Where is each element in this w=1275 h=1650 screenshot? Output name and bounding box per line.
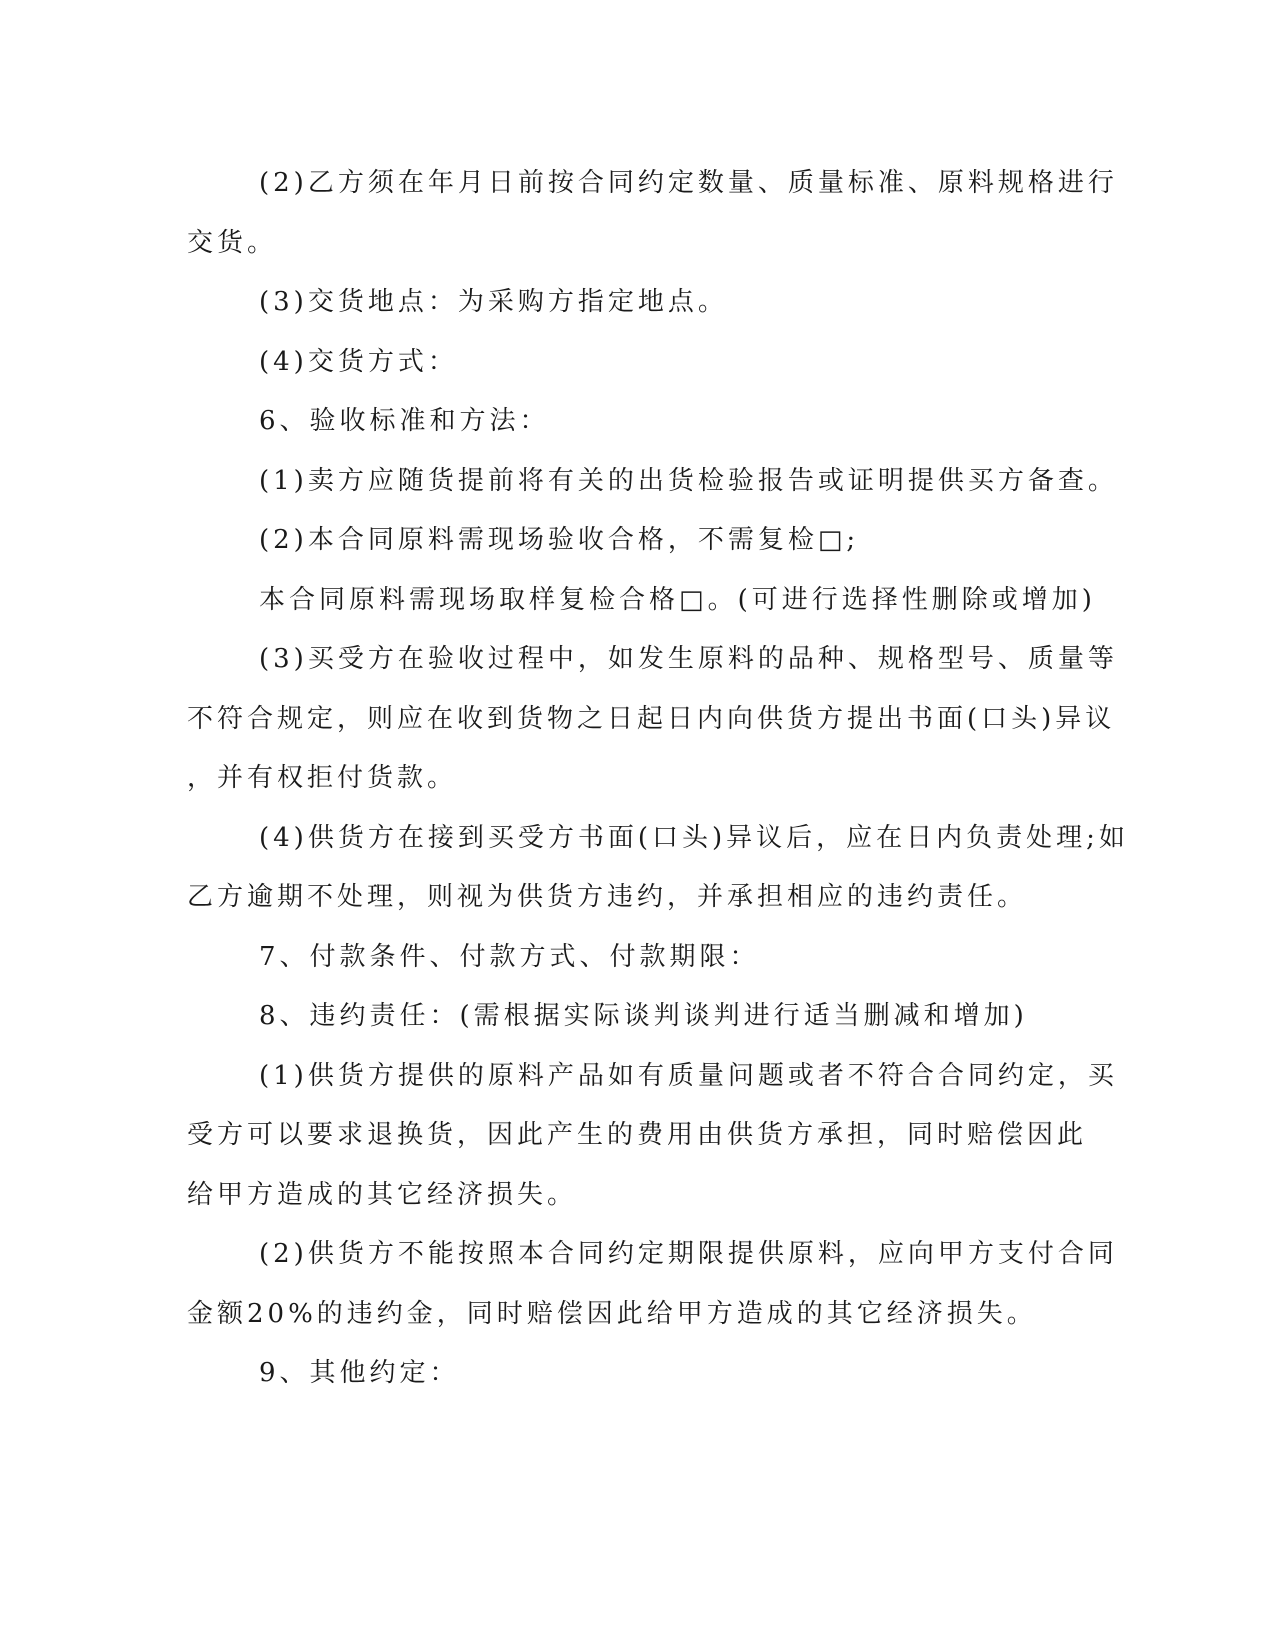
text-line: ，并有权拒付货款。 xyxy=(187,763,458,793)
text-line: 本合同原料需现场取样复检合格□。(可进行选择性删除或增加) xyxy=(259,584,1096,615)
section-heading: 8、违约责任：(需根据实际谈判谈判进行适当删减和增加) xyxy=(259,1001,1028,1031)
text-line: 不符合规定，则应在收到货物之日起日内向供货方提出书面(口头)异议 xyxy=(187,703,1116,734)
text-line: (3)交货地点：为采购方指定地点。 xyxy=(259,287,728,317)
text-line: 乙方逾期不处理，则视为供货方违约，并承担相应的违约责任。 xyxy=(187,882,1028,912)
section-heading: 6、验收标准和方法： xyxy=(259,406,550,436)
text-line: (4)供货方在接到买受方书面(口头)异议后，应在日内负责处理;如 xyxy=(259,822,1129,853)
text-line: 金额20%的违约金，同时赔偿因此给甲方造成的其它经济损失。 xyxy=(187,1298,1037,1329)
text-line: (2)本合同原料需现场验收合格，不需复检□; xyxy=(259,525,860,555)
text-line: (2)供货方不能按照本合同约定期限提供原料，应向甲方支付合同 xyxy=(259,1239,1118,1269)
text-line: 给甲方造成的其它经济损失。 xyxy=(187,1179,578,1210)
text-line: (1)卖方应随货提前将有关的出货检验报告或证明提供买方备查。 xyxy=(259,465,1118,496)
text-line: (3)买受方在验收过程中，如发生原料的品种、规格型号、质量等 xyxy=(259,644,1118,674)
text-line: 交货。 xyxy=(187,227,278,258)
text-line: (2)乙方须在年月日前按合同约定数量、质量标准、原料规格进行 xyxy=(259,168,1118,198)
text-line: (1)供货方提供的原料产品如有质量问题或者不符合合同约定，买 xyxy=(259,1060,1118,1091)
text-line: 受方可以要求退换货，因此产生的费用由供货方承担，同时赔偿因此 xyxy=(187,1120,1088,1150)
section-heading: 9、其他约定： xyxy=(259,1358,460,1388)
text-line: (4)交货方式： xyxy=(259,346,458,377)
document-body xyxy=(187,163,1129,1413)
section-heading: 7、付款条件、付款方式、付款期限： xyxy=(259,941,760,972)
